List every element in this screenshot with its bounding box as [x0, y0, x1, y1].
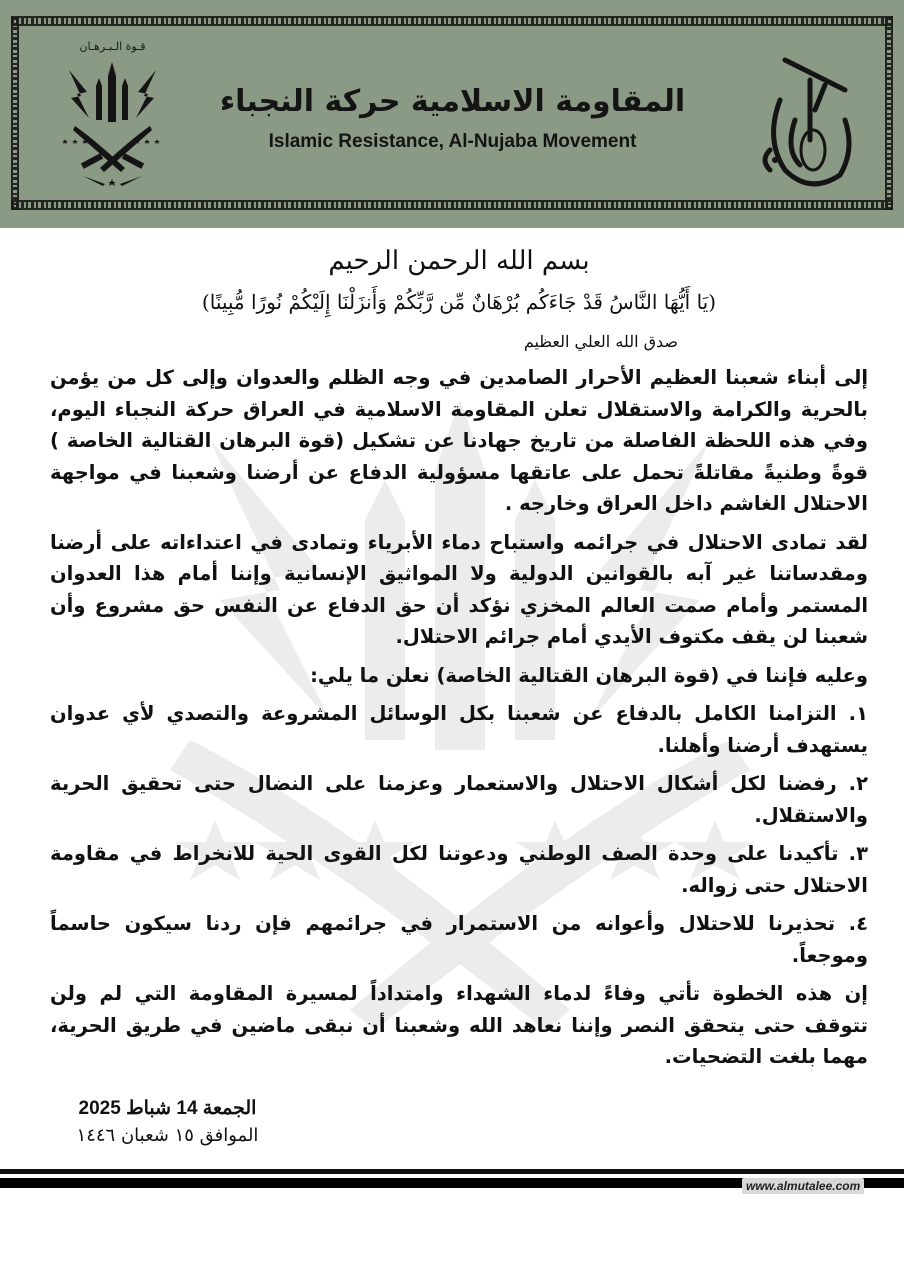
basmala: بسم الله الرحمن الرحيم	[328, 246, 590, 276]
date-hijri: الموافق ١٥ شعبان ١٤٤٦	[76, 1124, 259, 1146]
footer-rule-thin	[0, 1169, 904, 1174]
point-item: ١. التزامنا الكامل بالدفاع عن شعبنا بكل الوسائل المشروعة والتصدي لأي عدوان يستهدف أرضنا وأهلنا.	[50, 702, 868, 757]
point-item: ٣. تأكيدنا على وحدة الصف الوطني ودعوتنا لكل القوى الحية للانخراط في مقاومة الاحتلال حتى زواله.	[50, 842, 868, 897]
org-title-english: Islamic Resistance, Al-Nujaba Movement	[268, 131, 637, 152]
point-item: ٢. رفضنا لكل أشكال الاحتلال والاستعمار وعزمنا على النضال حتى تحقيق الحرية والاستقلال.	[50, 772, 868, 827]
website-watermark: www.almutalee.com	[742, 1178, 864, 1194]
paragraph-closing: إن هذه الخطوة تأتي وفاءً لدماء الشهداء وامتداداً لمسيرة المقاومة التي لم ولن تتوقف حتى يتحقق النصر وإننا نعاهد الله وشعبنا أن نبقى ماضين في طريق الحرية، مهما بلغت التضحيات.	[50, 982, 868, 1068]
quran-verse: (يَا أَيُّهَا النَّاسُ قَدْ جَاءَكُم بُرْهَانٌ مِّن رَّبِّكُمْ وَأَنزَلْنَا إِلَيْكُمْ نُورًا مُّبِينًا)	[201, 290, 717, 314]
paragraph-occupation: لقد تمادى الاحتلال في جرائمه واستباح دماء الأبرياء وتمادى في اعتداءاته على أرضنا ومقدساتنا غير آبه بالقوانين الدولية ولا المواثيق الإنسانية وإننا أمام هذا العدوان المستمر وأمام صمت العالم المخزي نؤكد أن حق الدفاع عن النفس حق مشروع وأن شعبنا لن يقف مكتوف الأيدي أمام جرائم الاحتلال.	[50, 530, 868, 648]
date-gregorian: الجمعة 14 شباط 2025	[78, 1097, 257, 1119]
statement-body	[50, 240, 868, 1073]
points-intro: وعليه فإننا في (قوة البرهان القتالية الخاصة) نعلن ما يلي:	[310, 663, 868, 687]
emblem-caption: قـوة الـبـرهـان	[79, 40, 146, 53]
paragraph-announcement: إلى أبناء شعبنا العظيم الأحرار الصامدين في وجه الظلم والعدوان وإلى كل من يؤمن بالحرية والكرامة والاستقلال تعلن المقاومة الاسلامية في العراق حركة النجباء اليوم، وفي هذه اللحظة الفاصلة من تاريخ جهادنا عن تشكيل (قوة البرهان القتالية الخاصة ) قوةً وطنيةً مقاتلةً تحمل على عاتقها مسؤولية الدفاع عن أرضنا وشعبنا في مواجهة الاحتلال الغاشم داخل العراق وخارجه .	[50, 366, 868, 515]
org-title-arabic: المقاومة الاسلامية حركة النجباء	[219, 84, 686, 119]
date-block	[60, 1095, 275, 1149]
footer	[0, 1169, 904, 1199]
point-item: ٤. تحذيرنا للاحتلال وأعوانه من الاستمرار في جرائمهم فإن ردنا سيكون حاسماً وموجعاً.	[50, 912, 868, 967]
verse-closing: صدق الله العلي العظيم	[523, 332, 678, 351]
